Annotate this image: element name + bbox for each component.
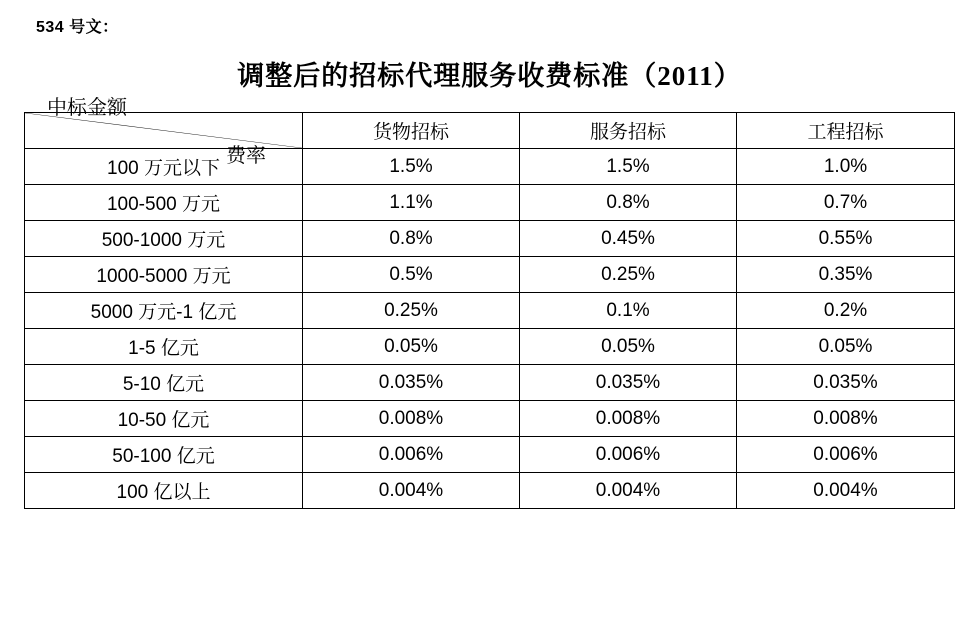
document-reference: 534 号文： [36, 19, 119, 36]
row-amount: 1000-5000 万元 [25, 257, 303, 293]
rate-goods: 0.008% [303, 401, 520, 437]
rate-project: 0.006% [737, 437, 955, 473]
column-header-goods: 货物招标 [303, 113, 520, 149]
rate-goods: 1.1% [303, 185, 520, 221]
table-row [25, 185, 955, 221]
rate-project: 0.7% [737, 185, 955, 221]
rate-goods: 0.05% [303, 329, 520, 365]
table-row [25, 329, 955, 365]
rate-project: 0.035% [737, 365, 955, 401]
table-row [25, 149, 955, 185]
rate-goods: 1.5% [303, 149, 520, 185]
table-row [25, 401, 955, 437]
rate-service: 0.45% [520, 221, 737, 257]
rate-service: 0.004% [520, 473, 737, 509]
row-amount: 1-5 亿元 [25, 329, 303, 365]
rate-goods: 0.006% [303, 437, 520, 473]
rate-project: 0.004% [737, 473, 955, 509]
table-row [25, 437, 955, 473]
rate-project: 0.008% [737, 401, 955, 437]
rate-service: 0.1% [520, 293, 737, 329]
corner-column-label: 费率 [226, 145, 266, 167]
table-row [25, 257, 955, 293]
column-header-service: 服务招标 [520, 113, 737, 149]
row-amount: 100 万元以下 [25, 149, 303, 185]
rate-goods: 0.004% [303, 473, 520, 509]
row-amount: 10-50 亿元 [25, 401, 303, 437]
table-header-row [25, 113, 955, 149]
rate-project: 0.55% [737, 221, 955, 257]
row-amount: 5-10 亿元 [25, 365, 303, 401]
rate-goods: 0.5% [303, 257, 520, 293]
rate-service: 0.05% [520, 329, 737, 365]
table-row [25, 365, 955, 401]
rate-service: 0.8% [520, 185, 737, 221]
table-row [25, 221, 955, 257]
corner-row-label: 中标金额 [47, 97, 127, 119]
table-row [25, 293, 955, 329]
column-header-project: 工程招标 [737, 113, 955, 149]
rate-service: 0.035% [520, 365, 737, 401]
rate-service: 0.006% [520, 437, 737, 473]
row-amount: 100-500 万元 [25, 185, 303, 221]
row-amount: 5000 万元-1 亿元 [25, 293, 303, 329]
row-amount: 100 亿以上 [25, 473, 303, 509]
rate-goods: 0.035% [303, 365, 520, 401]
rate-project: 0.2% [737, 293, 955, 329]
rate-project: 0.35% [737, 257, 955, 293]
rate-service: 1.5% [520, 149, 737, 185]
page-title: 调整后的招标代理服务收费标准（2011） [237, 61, 742, 91]
rate-service: 0.008% [520, 401, 737, 437]
rate-goods: 0.8% [303, 221, 520, 257]
row-amount: 50-100 亿元 [25, 437, 303, 473]
table-row [25, 473, 955, 509]
rate-project: 1.0% [737, 149, 955, 185]
fee-standard-table [24, 97, 955, 509]
row-amount: 500-1000 万元 [25, 221, 303, 257]
rate-service: 0.25% [520, 257, 737, 293]
rate-goods: 0.25% [303, 293, 520, 329]
rate-project: 0.05% [737, 329, 955, 365]
table-corner-cell [25, 97, 303, 167]
